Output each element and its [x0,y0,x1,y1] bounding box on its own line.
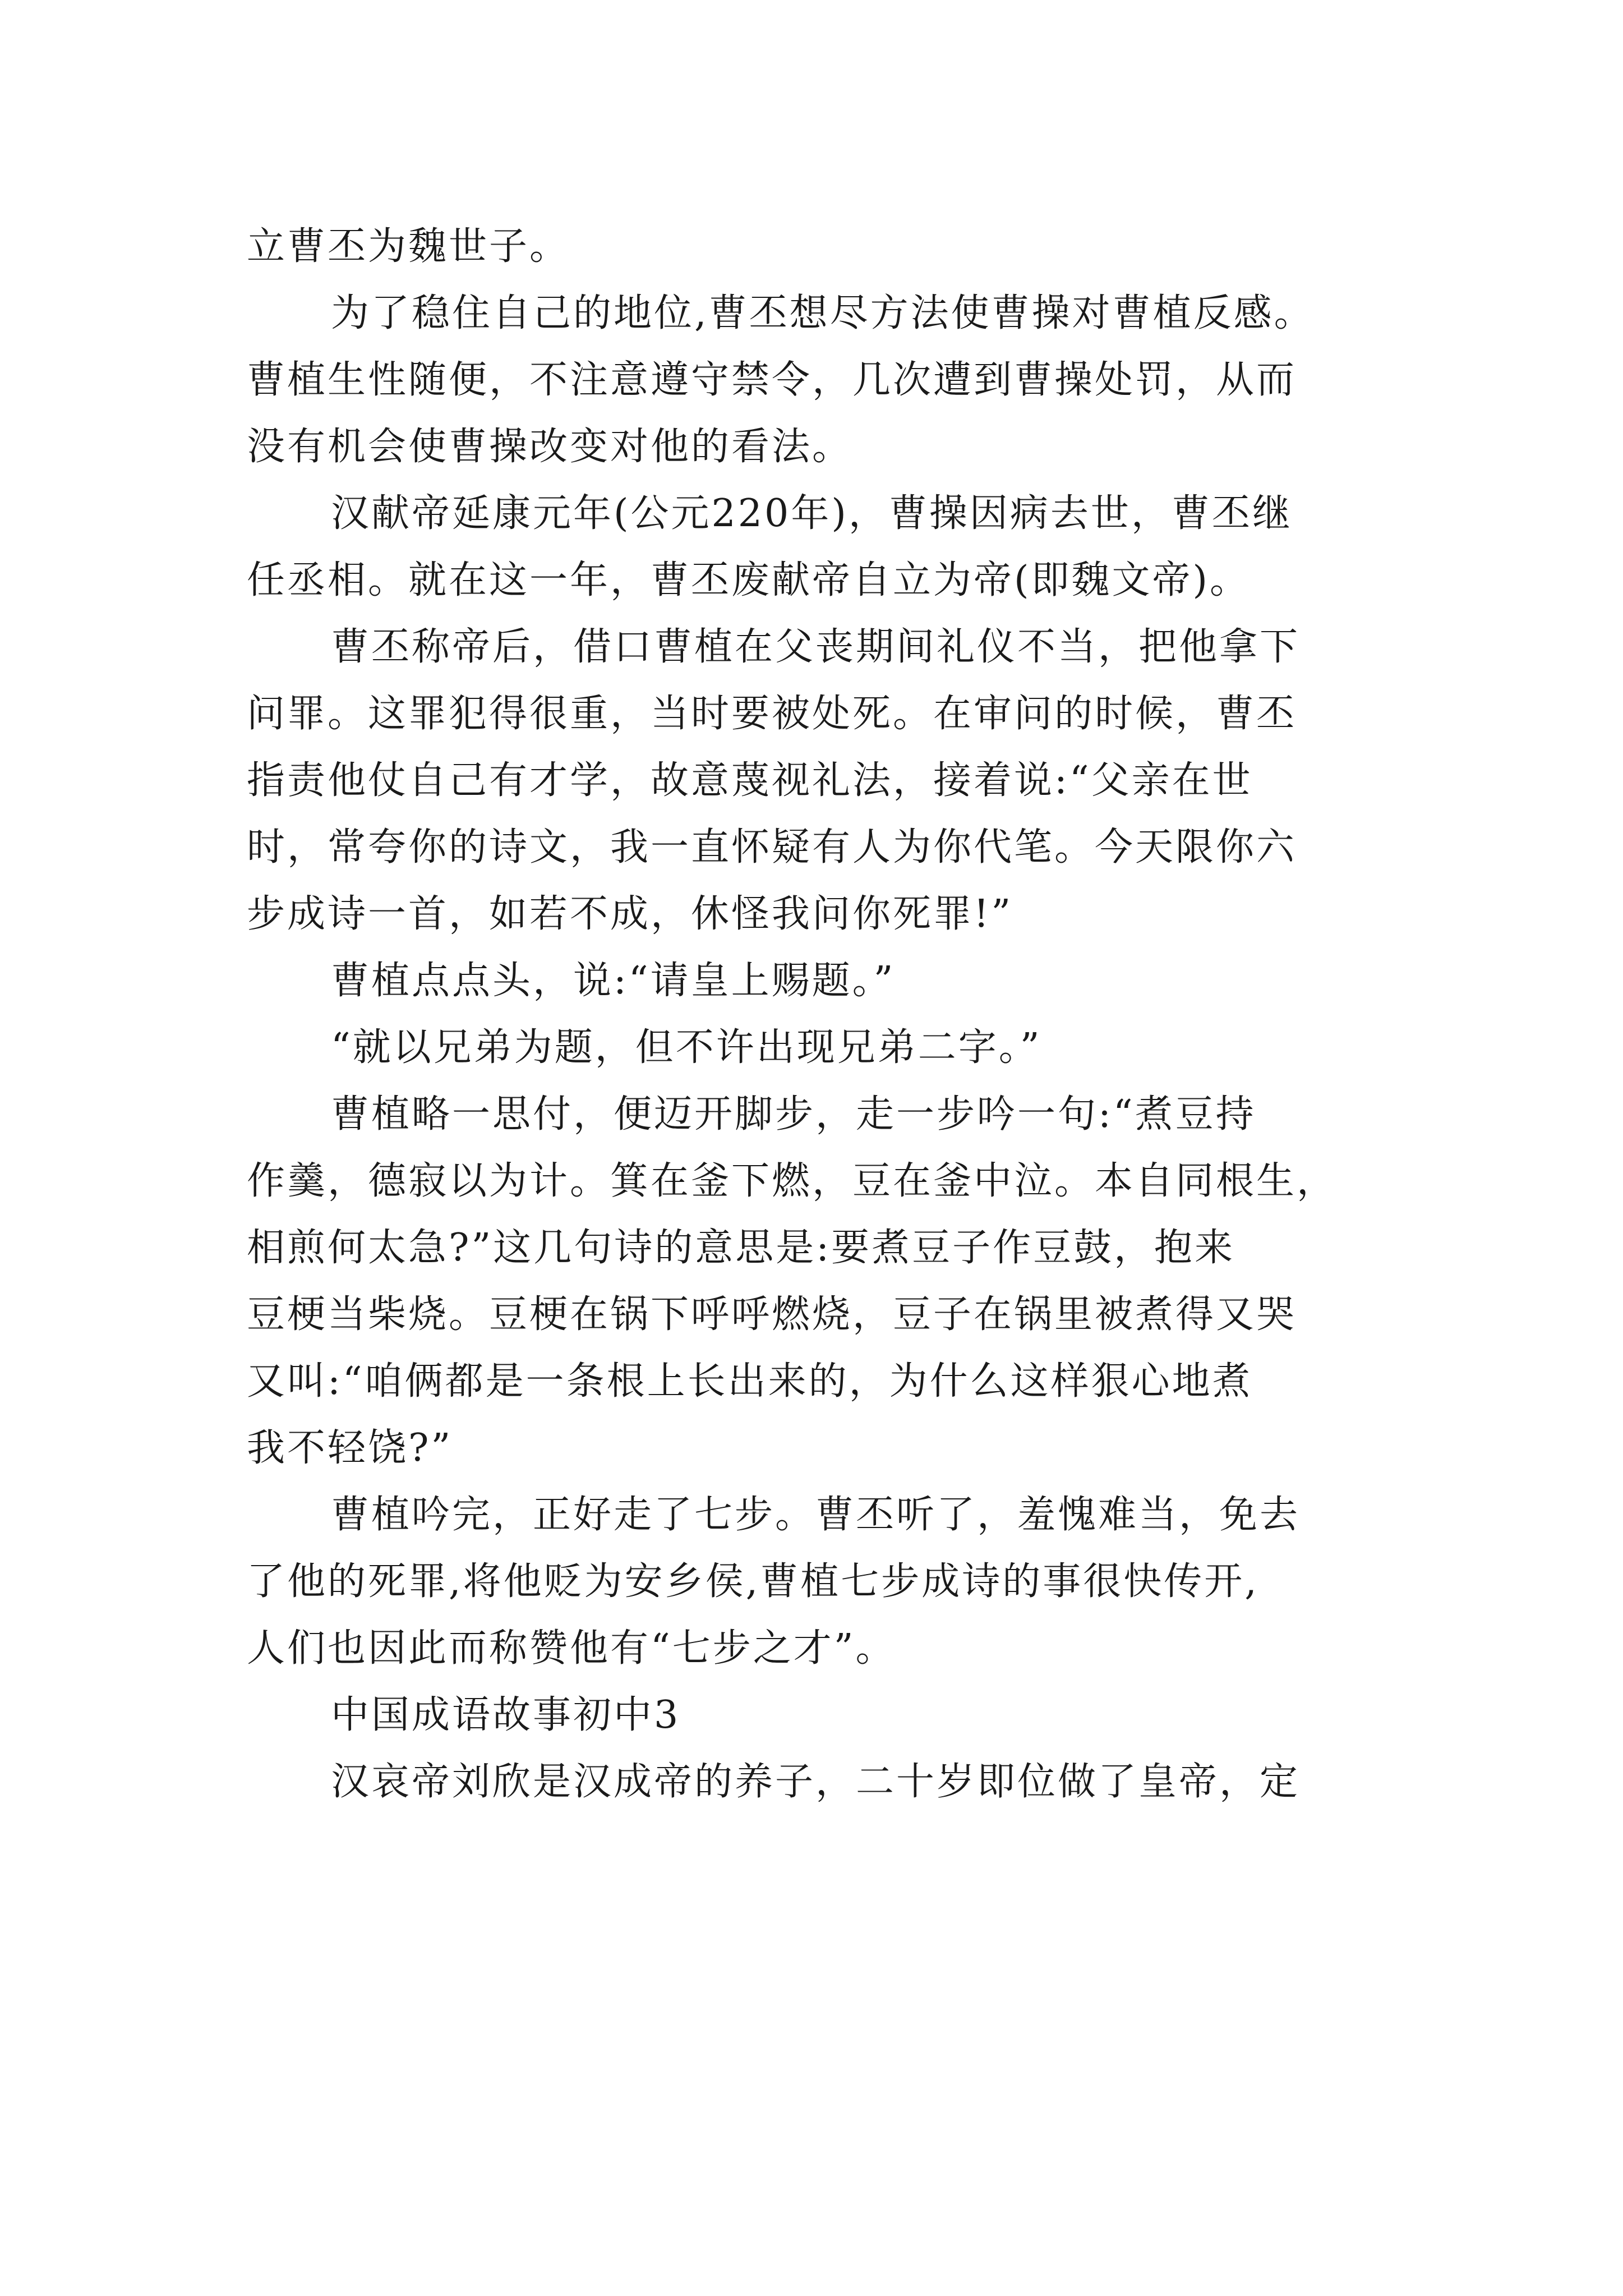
document-body [247,213,1391,1815]
section-heading: 中国成语故事初中3 [331,1693,681,1737]
text-line: 曹丕称帝后，借口曹植在父丧期间礼仪不当，把他拿下 [331,625,1301,669]
text-line: 步成诗一首，如若不成，休怪我问你死罪!” [247,892,1013,936]
text-line: 曹植略一思付，便迈开脚步，走一步吟一句:“煮豆持 [331,1092,1256,1137]
text-line: 作羹，德寂以为计。箕在釜下燃，豆在釜中泣。本自同根生， [247,1159,1338,1203]
text-line: 又叫:“咱俩都是一条根上长出来的，为什么这样狠心地煮 [247,1359,1253,1404]
text-line: 人们也因此而称赞他有“七步之才”。 [247,1626,896,1671]
text-line: 相煎何太急?”这几句诗的意思是:要煮豆子作豆鼓，抱来 [247,1226,1235,1270]
text-line: 豆梗当柴烧。豆梗在锅下呼呼燃烧，豆子在锅里被煮得又哭 [247,1292,1297,1337]
text-line: 汉献帝延康元年(公元220年)，曹操因病去世，曹丕继 [331,491,1293,536]
text-line: 曹植吟完，正好走了七步。曹丕听了，羞愧难当，免去 [331,1493,1301,1537]
text-line: “就以兄弟为题，但不许出现兄弟二字。” [331,1025,1042,1070]
text-line: 曹植点点头，说:“请皇上赐题。” [331,959,896,1003]
text-line: 没有机会使曹操改变对他的看法。 [247,425,853,469]
text-line: 立曹丕为魏世子。 [247,224,570,269]
text-line: 汉哀帝刘欣是汉成帝的养子，二十岁即位做了皇帝，定 [331,1760,1301,1804]
text-line: 为了稳住自己的地位,曹丕想尽方法使曹操对曹植反感。 [331,291,1315,335]
text-line: 问罪。这罪犯得很重，当时要被处死。在审问的时候，曹丕 [247,692,1297,736]
text-line: 时，常夸你的诗文，我一直怀疑有人为你代笔。今天限你六 [247,825,1297,869]
text-line: 曹植生性随便，不注意遵守禁令，几次遭到曹操处罚，从而 [247,358,1297,402]
text-line: 我不轻饶?” [247,1426,453,1470]
text-line: 任丞相。就在这一年，曹丕废献帝自立为帝(即魏文帝)。 [247,558,1251,602]
text-line: 了他的死罪,将他贬为安乡侯,曹植七步成诗的事很快传开, [247,1559,1259,1604]
text-line: 指责他仗自己有才学，故意蔑视礼法，接着说:“父亲在世 [247,758,1253,803]
